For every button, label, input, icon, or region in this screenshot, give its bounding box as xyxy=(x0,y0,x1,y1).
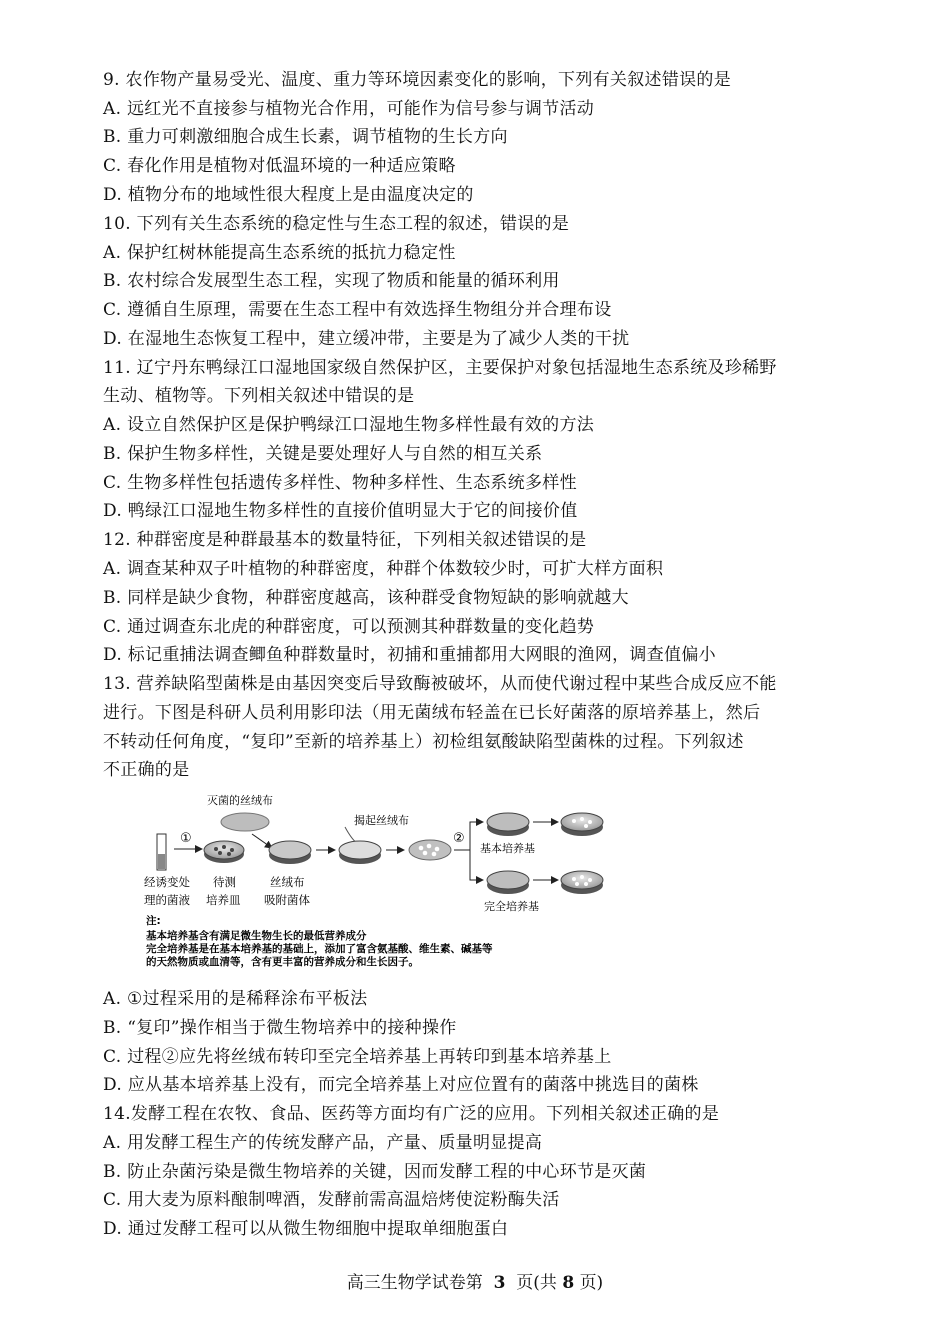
q13-stem-line1: 13. 营养缺陷型菌株是由基因突变后导致酶被破坏，从而使代谢过程中某些合成反应不能 xyxy=(103,674,777,694)
velvet-cloth-shape xyxy=(221,813,269,831)
q12-option-b: B. 同样是缺少食物，种群密度越高，该种群受食物短缺的影响就越大 xyxy=(103,588,629,608)
q12-option-d: D. 标记重捕法调查鲫鱼种群数量时，初捕和重捕都用大网眼的渔网，调查值偏小 xyxy=(103,645,716,665)
lifted-dish-icon xyxy=(339,841,381,864)
q10-option-c: C. 遵循自生原理，需要在生态工程中有效选择生物组分并合理布设 xyxy=(103,300,612,320)
basic-medium-dish-icon xyxy=(487,813,529,836)
page-footer xyxy=(0,1268,950,1293)
note-line2: 完全培养基是在基本培养基的基础上，添加了富含氨基酸、维生素、碱基等 xyxy=(146,943,493,955)
complete-medium-label: 完全培养基 xyxy=(484,900,539,913)
dish-label-line1: 待测 xyxy=(213,875,236,889)
q13-stem-line4: 不正确的是 xyxy=(103,760,190,780)
test-tube-icon xyxy=(157,834,166,870)
step-2-marker: ② xyxy=(453,831,465,846)
q10-stem: 10. 下列有关生态系统的稳定性与生态工程的叙述，错误的是 xyxy=(103,214,570,234)
complete-medium-result-icon xyxy=(561,871,603,894)
q10-option-a: A. 保护红树林能提高生态系统的抵抗力稳定性 xyxy=(103,243,456,263)
q11-option-b: B. 保护生物多样性，关键是要处理好人与自然的相互关系 xyxy=(103,444,543,464)
q13-option-d: D. 应从基本培养基上没有，而完全培养基上对应位置有的菌落中挑选目的菌株 xyxy=(103,1075,699,1095)
basic-medium-label: 基本培养基 xyxy=(480,842,535,855)
q13-stem-line2: 进行。下图是科研人员利用影印法（用无菌绒布轻盖在已长好菌落的原培养基上，然后 xyxy=(103,703,761,723)
q12-option-c: C. 通过调查东北虎的种群密度，可以预测其种群数量的变化趋势 xyxy=(103,617,595,637)
q14-option-c: C. 用大麦为原料酿制啤酒，发酵前需高温焙烤使淀粉酶失活 xyxy=(103,1190,560,1210)
footer-page-number: 3 xyxy=(493,1273,506,1293)
q9-option-b: B. 重力可刺激细胞合成生长素，调节植物的生长方向 xyxy=(103,127,508,147)
lift-label: 揭起丝绒布 xyxy=(354,814,409,827)
q11-option-a: A. 设立自然保护区是保护鸭绿江口湿地生物多样性最有效的方法 xyxy=(103,415,595,435)
q11-stem-line1: 11. 辽宁丹东鸭绿江口湿地国家级自然保护区，主要保护对象包括湿地生态系统及珍稀野 xyxy=(103,358,777,378)
q9-option-c: C. 春化作用是植物对低温环境的一种适应策略 xyxy=(103,156,456,176)
velvet-dish-icon xyxy=(269,841,311,864)
q11-stem-line2: 生动、植物等。下列相关叙述中错误的是 xyxy=(103,386,415,406)
note-title: 注: xyxy=(146,915,161,927)
q13-option-b: B. “复印”操作相当于微生物培养中的接种操作 xyxy=(103,1018,457,1038)
velvet-label: 灭菌的丝绒布 xyxy=(207,794,273,807)
q11-option-c: C. 生物多样性包括遗传多样性、物种多样性、生态系统多样性 xyxy=(103,473,577,493)
q14-option-d: D. 通过发酵工程可以从微生物细胞中提取单细胞蛋白 xyxy=(103,1219,509,1239)
replica-plating-diagram xyxy=(140,782,640,974)
q10-option-d: D. 在湿地生态恢复工程中，建立缓冲带，主要是为了减少人类的干扰 xyxy=(103,329,630,349)
footer-suffix: 页(共 xyxy=(516,1273,557,1293)
q13-option-a: A. ①过程采用的是稀释涂布平板法 xyxy=(103,989,368,1009)
q12-stem: 12. 种群密度是种群最基本的数量特征，下列相关叙述错误的是 xyxy=(103,530,587,550)
test-dish-icon xyxy=(204,841,244,863)
velvet-colonies-icon xyxy=(409,840,451,860)
q13-stem-line3: 不转动任何角度，“复印”至新的培养基上）初检组氨酸缺陷型菌株的过程。下列叙述 xyxy=(103,732,744,752)
q13-option-c: C. 过程②应先将丝绒布转印至完全培养基上再转印到基本培养基上 xyxy=(103,1047,612,1067)
step-1-marker: ① xyxy=(180,831,192,846)
velvet-adsorb-label-line1: 丝绒布 xyxy=(270,875,305,889)
velvet-adsorb-label-line2: 吸附菌体 xyxy=(264,893,310,907)
replica-plating-figure xyxy=(140,782,640,974)
footer-total-pages: 8 xyxy=(562,1273,575,1293)
q14-stem: 14.发酵工程在农牧、食品、医药等方面均有广泛的应用。下列相关叙述正确的是 xyxy=(103,1104,720,1124)
note-line3: 的天然物质或血清等，含有更丰富的营养成分和生长因子。 xyxy=(146,956,419,968)
basic-medium-result-icon xyxy=(561,813,603,836)
q9-stem: 9. 农作物产量易受光、温度、重力等环境因素变化的影响，下列有关叙述错误的是 xyxy=(103,70,732,90)
complete-medium-dish-icon xyxy=(487,871,529,894)
footer-end: 页) xyxy=(579,1273,604,1293)
footer-prefix: 高三生物学试卷第 xyxy=(346,1273,483,1293)
q11-option-d: D. 鸭绿江口湿地生物多样性的直接价值明显大于它的间接价值 xyxy=(103,501,578,521)
q9-option-a: A. 远红光不直接参与植物光合作用，可能作为信号参与调节活动 xyxy=(103,99,595,119)
culture-label-line2: 理的菌液 xyxy=(144,893,190,907)
culture-label-line1: 经诱变处 xyxy=(144,875,190,889)
dish-label-line2: 培养皿 xyxy=(206,893,241,907)
q14-option-a: A. 用发酵工程生产的传统发酵产品，产量、质量明显提高 xyxy=(103,1133,543,1153)
q14-option-b: B. 防止杂菌污染是微生物培养的关键，因而发酵工程的中心环节是灭菌 xyxy=(103,1162,647,1182)
q9-option-d: D. 植物分布的地域性很大程度上是由温度决定的 xyxy=(103,185,474,205)
note-line1: 基本培养基含有满足微生物生长的最低营养成分 xyxy=(146,930,367,942)
velvet-arrow xyxy=(252,834,272,848)
q12-option-a: A. 调查某种双子叶植物的种群密度，种群个体数较少时，可扩大样方面积 xyxy=(103,559,664,579)
q10-option-b: B. 农村综合发展型生态工程，实现了物质和能量的循环利用 xyxy=(103,271,560,291)
